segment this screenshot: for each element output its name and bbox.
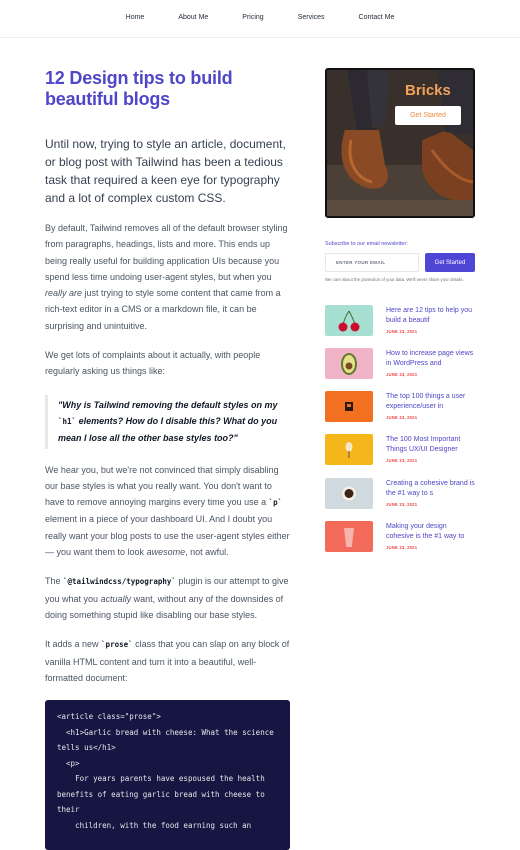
post-title[interactable]: Here are 12 tips to help you build a beautif bbox=[386, 307, 472, 324]
post-date: JUNE 23, 2021 bbox=[386, 415, 418, 420]
promo-card bbox=[325, 68, 475, 218]
post-date: JUNE 23, 2021 bbox=[386, 329, 418, 334]
post-title[interactable]: The top 100 things a user experience/user in bbox=[386, 393, 466, 410]
promo-get-started-button[interactable]: Get Started bbox=[395, 106, 461, 125]
article-paragraph-4 bbox=[45, 573, 290, 623]
top-navigation bbox=[0, 0, 520, 38]
p4-inline-code: `@tailwindcss/typography` bbox=[63, 577, 176, 587]
post-date: JUNE 23, 2021 bbox=[386, 372, 418, 377]
article-paragraph-3 bbox=[45, 462, 290, 561]
post-item-2[interactable] bbox=[325, 348, 475, 380]
post-thumbnail bbox=[325, 305, 373, 336]
post-thumbnail bbox=[325, 391, 373, 422]
post-item-5[interactable] bbox=[325, 478, 475, 510]
p3-text-a: We hear you, but we're not convinced that simply disabling our base styles is what you really want. You don't want to have to remove annoying margins every time you use a bbox=[45, 464, 279, 508]
article-title: 12 Design tips to build beautiful blogs bbox=[45, 68, 233, 109]
post-title[interactable]: The 100 Most Important Things UX/UI Designer bbox=[386, 436, 461, 453]
p3-inline-code: `p` bbox=[268, 498, 283, 508]
post-title[interactable]: Creating a cohesive brand is the #1 way to s bbox=[386, 480, 475, 497]
box-icon bbox=[325, 391, 373, 422]
nav-links bbox=[0, 0, 520, 21]
ice-cream-icon bbox=[325, 434, 373, 465]
post-thumbnail bbox=[325, 478, 373, 509]
p4-text-a: The bbox=[45, 576, 64, 587]
quote-text-a: "Why is Tailwind removing the default styles on my bbox=[58, 399, 278, 410]
promo-title: Bricks bbox=[405, 82, 451, 99]
p5-inline-code: `prose` bbox=[101, 640, 133, 650]
p4-emphasis: actually bbox=[100, 593, 132, 604]
subscribe-button[interactable]: Get Started bbox=[425, 253, 475, 272]
p4-text-c: want, without any of the downsides of doing something stupid like disabling our base styles. bbox=[45, 593, 284, 620]
post-date: JUNE 23, 2021 bbox=[386, 458, 418, 463]
article-paragraph-5 bbox=[45, 636, 290, 686]
post-date: JUNE 23, 2021 bbox=[386, 502, 418, 507]
nav-services[interactable]: Services bbox=[297, 14, 325, 21]
code-block: <article class="prose"> <h1>Garlic bread with cheese: What the science tells us</h1> <p> For years parents have espoused the health benefits of eating garlic bread with cheese to their children, with the food earning such an bbox=[45, 700, 290, 850]
newsletter-note: We care about the protection of your data. We'll never share your details. bbox=[325, 277, 464, 282]
p3-emphasis: awesome bbox=[146, 547, 186, 558]
cup-icon bbox=[325, 521, 373, 552]
p1-text-end: just trying to style some content that came from a rich-text editor in a CMS or a markdown file, it can be surprising and unintuitive. bbox=[45, 288, 281, 331]
post-thumbnail bbox=[325, 521, 373, 552]
post-item-4[interactable] bbox=[325, 434, 475, 466]
article-paragraph-1 bbox=[45, 220, 290, 334]
cherries-icon bbox=[325, 305, 373, 336]
coffee-cup-icon bbox=[325, 478, 373, 509]
post-date: JUNE 23, 2021 bbox=[386, 545, 418, 550]
nav-home[interactable]: Home bbox=[125, 14, 145, 21]
nav-contact-me[interactable]: Contact Me bbox=[358, 14, 395, 21]
nav-about-me[interactable]: About Me bbox=[178, 14, 209, 21]
post-item-3[interactable] bbox=[325, 391, 475, 423]
newsletter-label: Subscribe to our email newsletter: bbox=[325, 241, 408, 247]
avocado-icon bbox=[325, 348, 373, 379]
nav-pricing[interactable]: Pricing bbox=[242, 14, 264, 21]
quote-inline-code: `h1` bbox=[58, 416, 77, 426]
p3-text-b: element in a piece of your dashboard UI. And I doubt you really want your blog posts to use the user-agent styles either — you want them to look bbox=[45, 514, 290, 558]
article bbox=[45, 68, 290, 850]
post-thumbnail bbox=[325, 434, 373, 465]
post-title[interactable]: Making your design cohesive is the #1 way to bbox=[386, 523, 465, 540]
email-field[interactable] bbox=[325, 253, 419, 272]
p1-text: By default, Tailwind removes all of the default browser styling from paragraphs, headings, lists and more. This ends up being really useful for building application UIs because you spend less time undoing user-agent styles, but when you bbox=[45, 223, 288, 282]
post-thumbnail bbox=[325, 348, 373, 379]
quote-text-b: elements? How do I disable this? What do you mean I lose all the other base styles too?" bbox=[58, 415, 278, 444]
p3-text-c: , not awful. bbox=[185, 547, 229, 558]
p4-text-b: plugin is our attempt to give you what you bbox=[45, 576, 289, 604]
article-lead: Until now, trying to style an article, document, or blog post with Tailwind has been a tedious task that required a keen eye for typography and a lot of complex custom CSS. bbox=[45, 137, 286, 205]
post-title[interactable]: How to increase page views in WordPress and bbox=[386, 350, 474, 367]
p5-text-a: It adds a new bbox=[45, 639, 102, 650]
post-item-6[interactable] bbox=[325, 521, 475, 553]
article-paragraph-2: We get lots of complaints about it actually, with people regularly asking us things like: bbox=[45, 350, 261, 377]
p5-text-b: class that you can slap on any block of vanilla HTML content and turn it into a beautiful, well-formatted document: bbox=[45, 639, 290, 683]
article-blockquote bbox=[45, 395, 290, 449]
p1-emphasis: really are bbox=[45, 288, 83, 299]
boots-illustration bbox=[327, 70, 473, 216]
post-item-1[interactable] bbox=[325, 305, 475, 337]
